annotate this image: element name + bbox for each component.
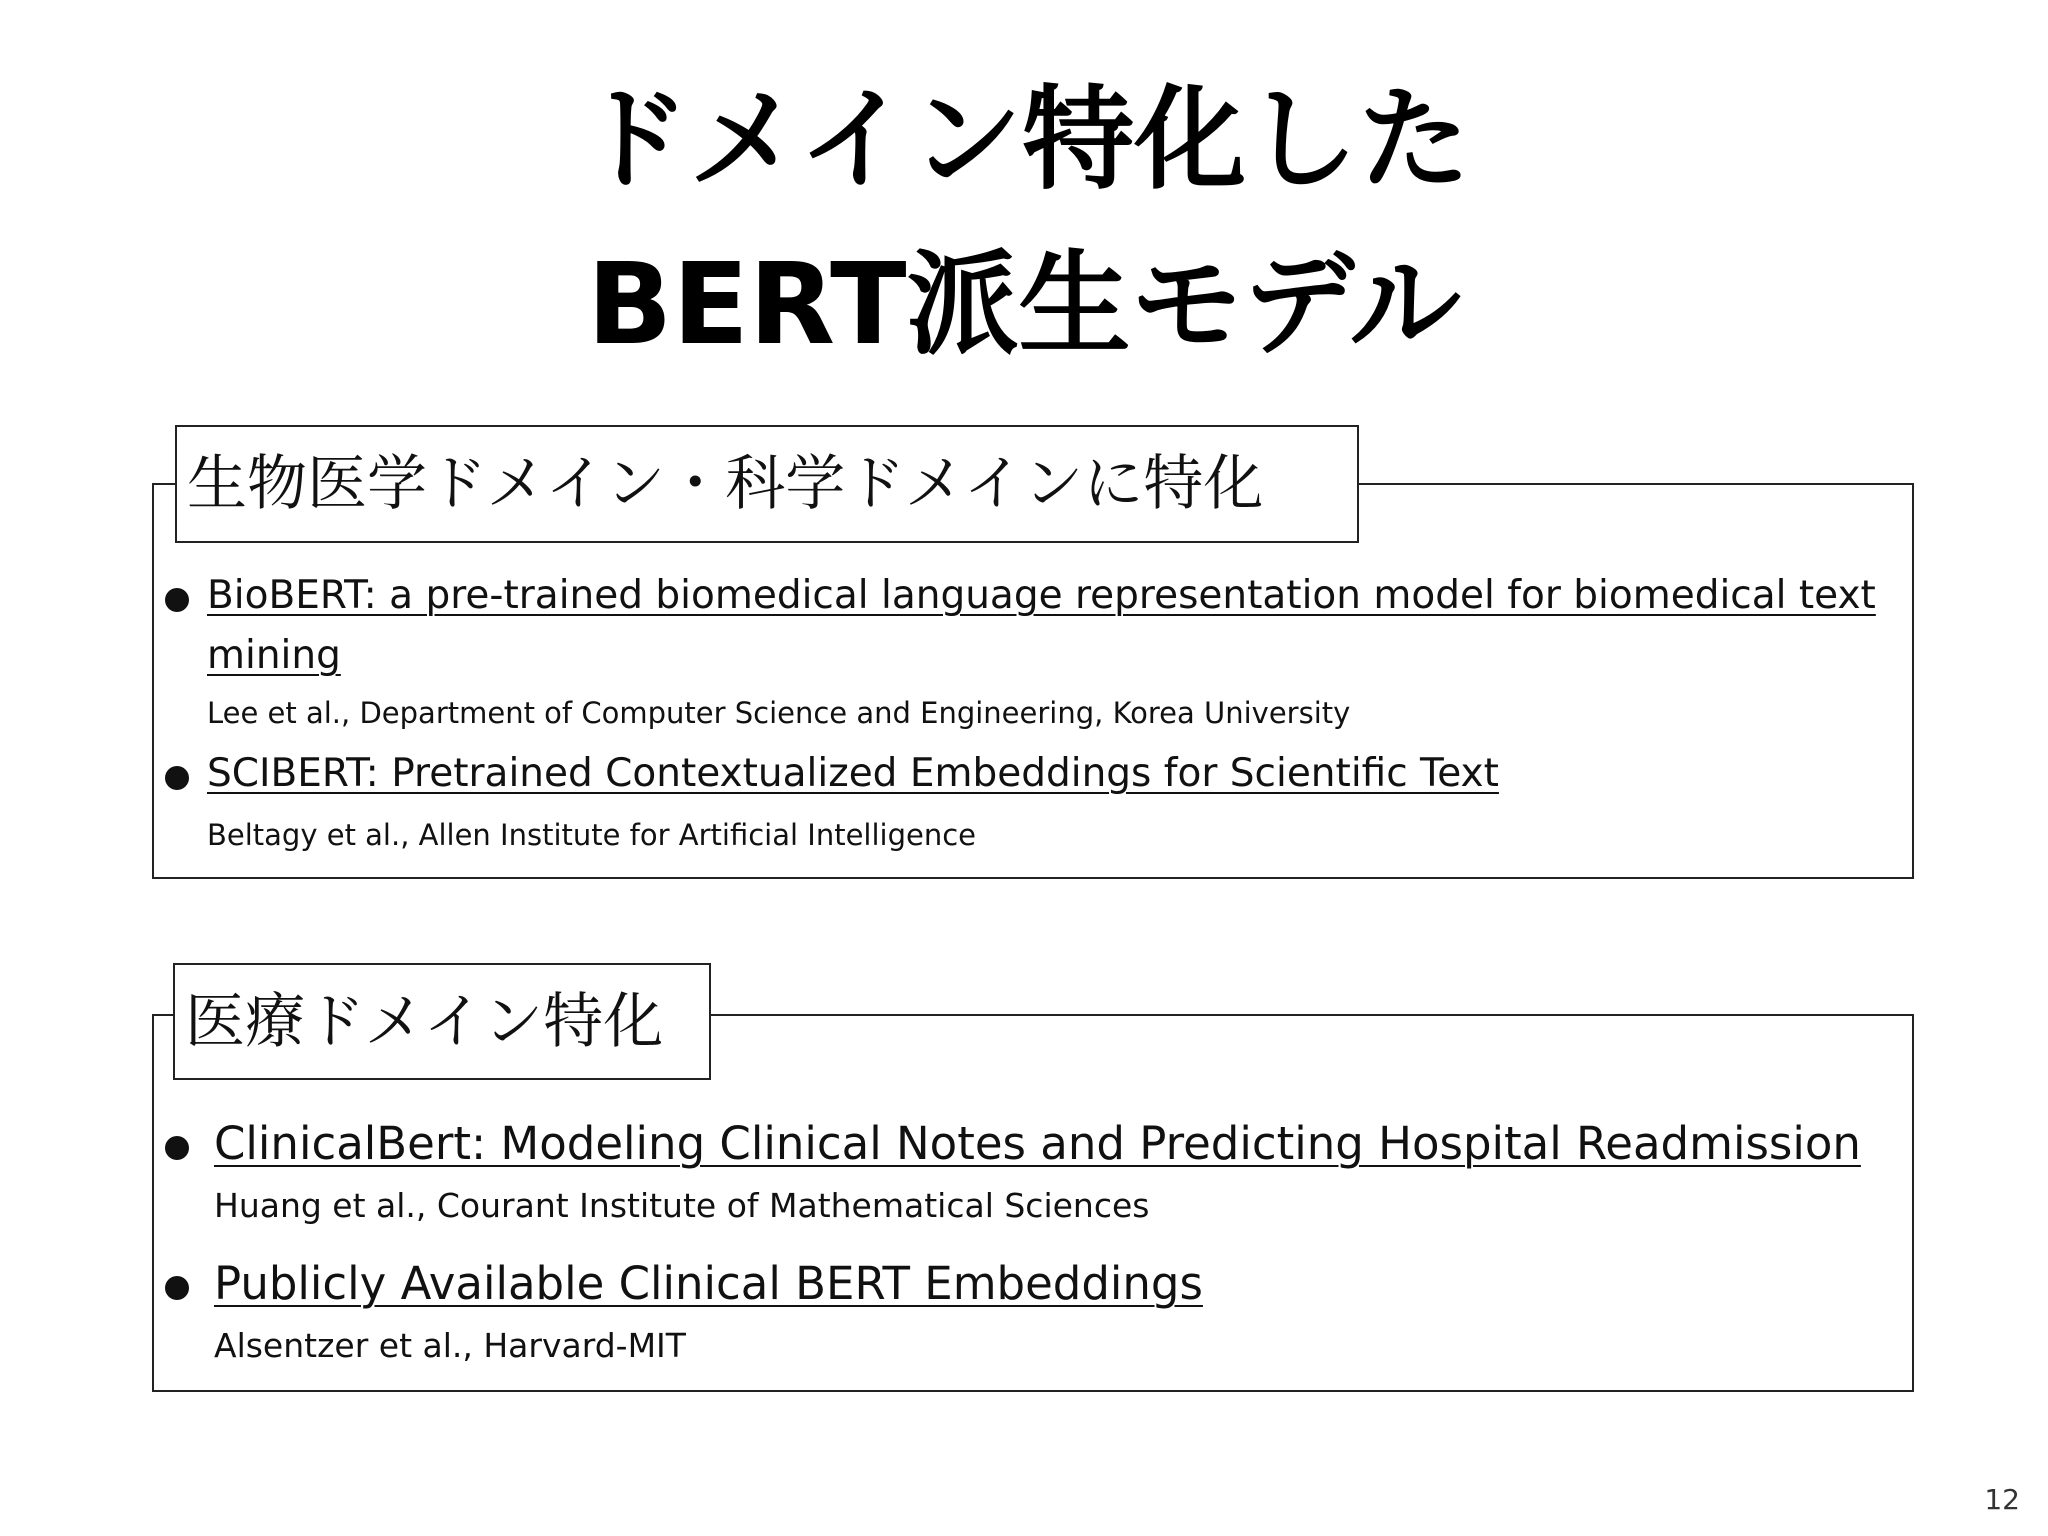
clinicalbert-entry [165,1110,1905,1230]
slide-title-line-1: ドメイン特化した [577,75,1471,205]
scibert-paper-link[interactable]: SCIBERT: Pretrained Contextualized Embeddings for Scientific Text [207,751,1499,796]
clinicalbert-paper-link[interactable]: ClinicalBert: Modeling Clinical Notes and Predicting Hospital Readmission [214,1117,1861,1170]
bullet-icon [165,1276,189,1300]
scibert-affiliation: Beltagy et al., Allen Institute for Artificial Intelligence [207,818,977,852]
biobert-entry [165,566,1905,734]
scibert-entry [165,744,1905,856]
biobert-paper-link[interactable]: BioBERT: a pre-trained biomedical language representation model for biomedical text mining [207,573,1876,678]
bullet-icon [165,766,189,790]
publicly-available-clinical-bert-affiliation: Alsentzer et al., Harvard-MIT [214,1326,686,1365]
publicly-available-clinical-bert-entry [165,1250,1905,1370]
bullet-icon [165,1136,189,1160]
biomedical-section-label: 生物医学ドメイン・科学ドメインに特化 [175,425,1359,543]
biobert-affiliation: Lee et al., Department of Computer Science and Engineering, Korea University [207,696,1351,730]
bullet-icon [165,588,189,612]
clinical-section-label: 医療ドメイン特化 [173,963,711,1080]
clinicalbert-affiliation: Huang et al., Courant Institute of Mathematical Sciences [214,1186,1150,1225]
slide-title-line-2: BERT派生モデル [587,240,1461,370]
publicly-available-clinical-bert-paper-link[interactable]: Publicly Available Clinical BERT Embeddings [214,1257,1203,1310]
slide-title [0,58,2048,388]
page-number: 12 [1984,1483,2020,1516]
